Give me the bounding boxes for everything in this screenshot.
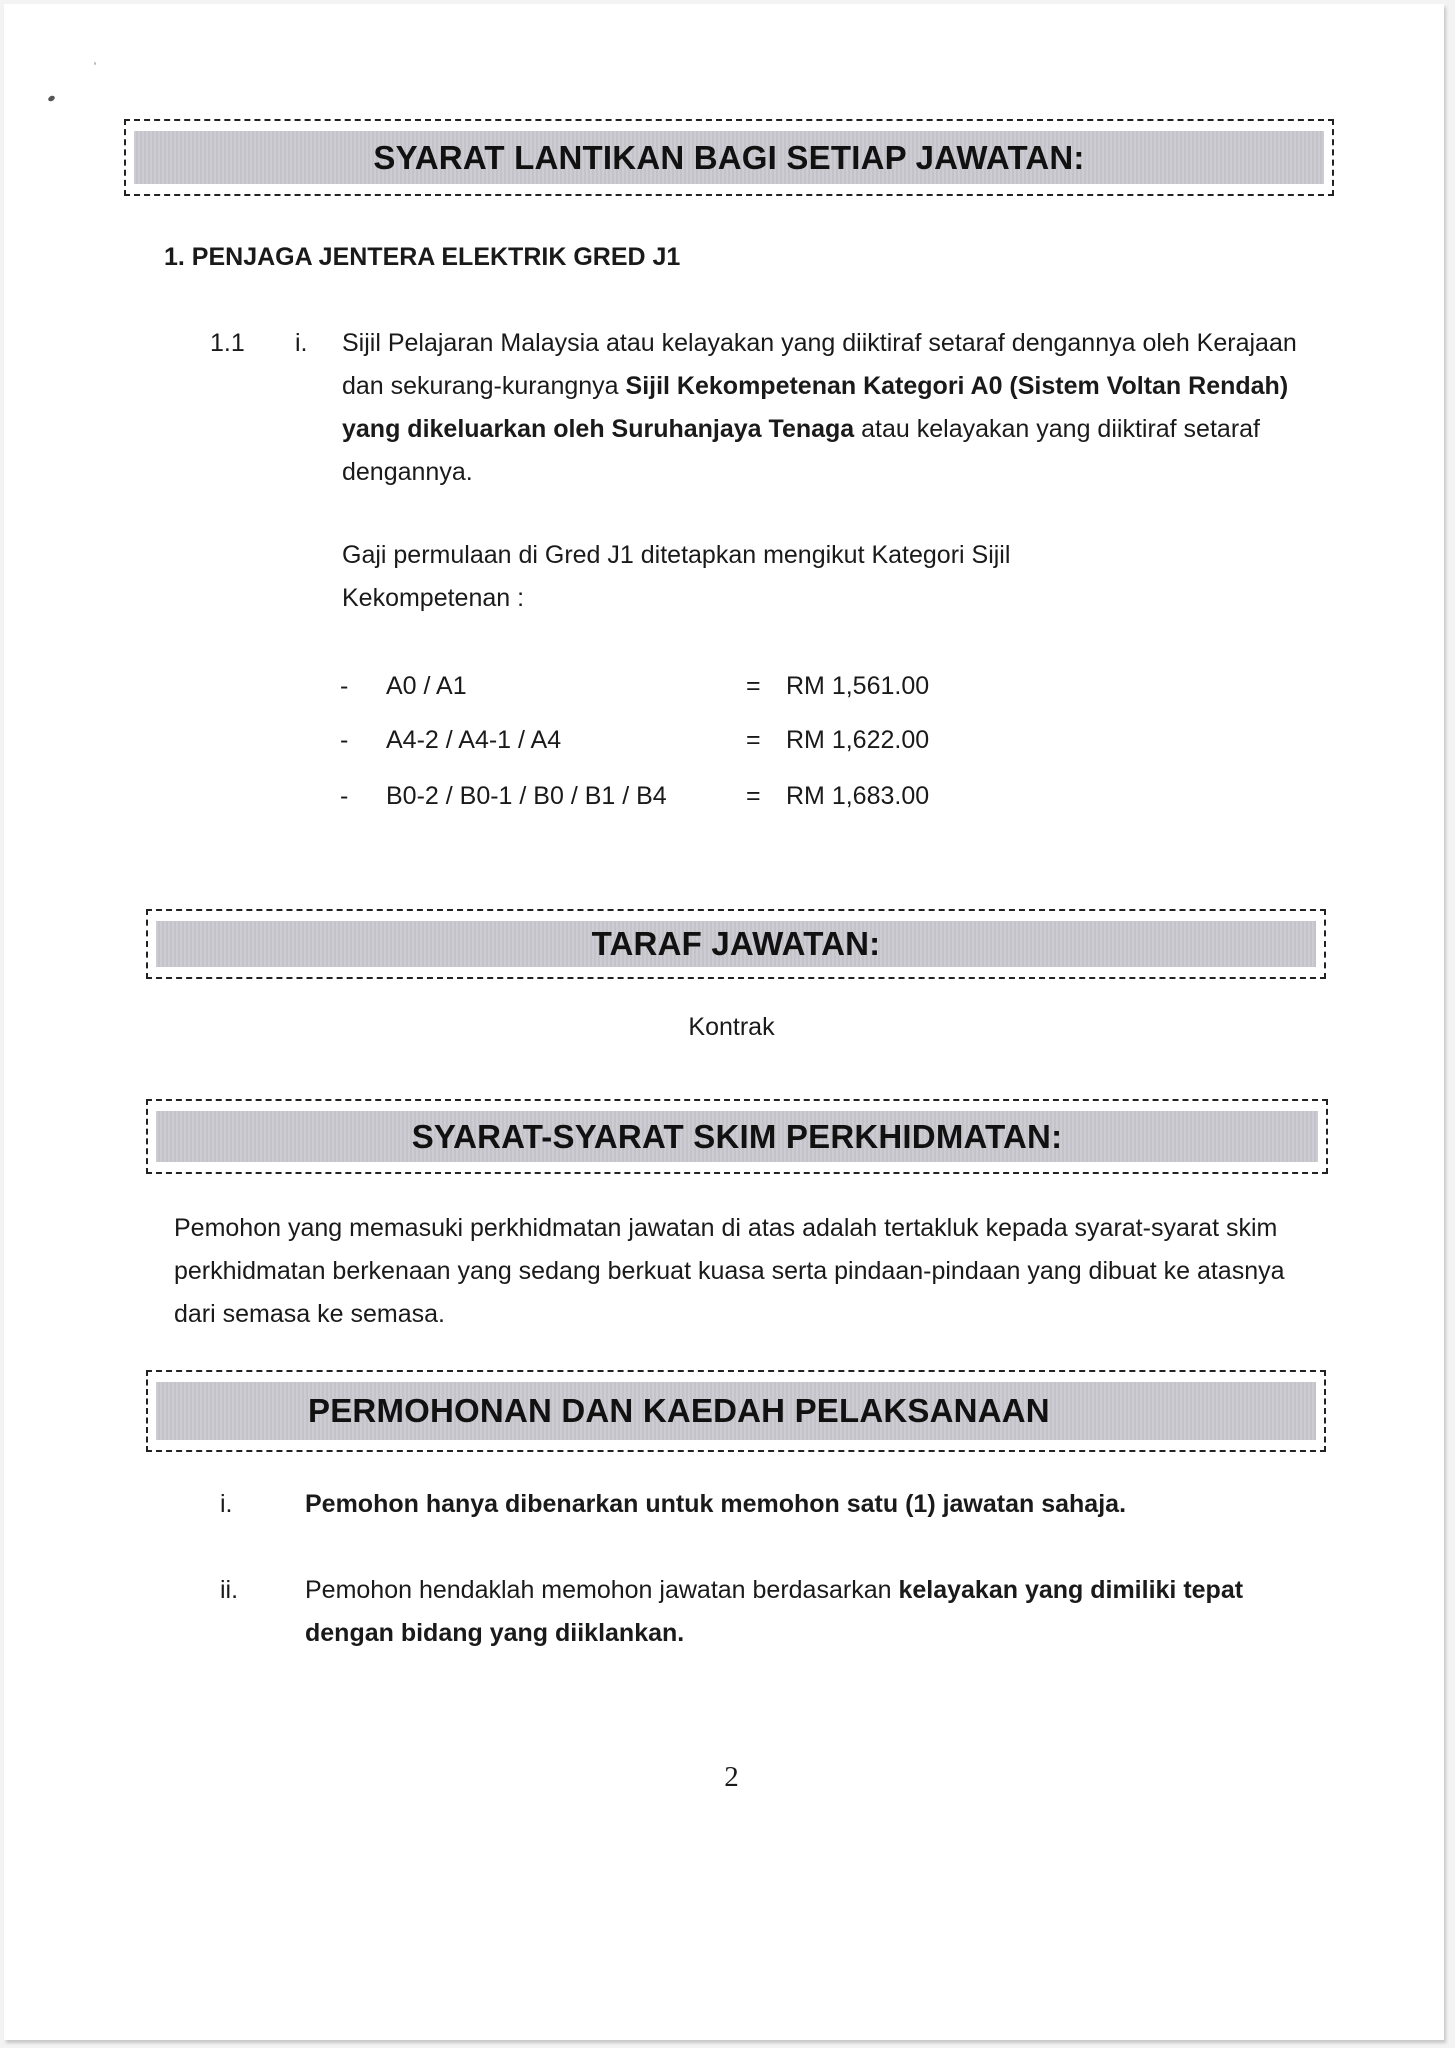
sub-number: 1.1 [210, 329, 245, 357]
banner-syarat-lantikan [124, 119, 1334, 196]
scan-speck [47, 95, 56, 103]
salary-category: A4-2 / A4-1 / A4 [386, 726, 562, 754]
document-page [4, 4, 1444, 2040]
page-number: 2 [724, 1761, 739, 1793]
banner-permohonan [146, 1370, 1326, 1452]
banner-title: TARAF JAWATAN: [591, 925, 881, 962]
qualification-paragraph: Sijil Pelajaran Malaysia atau kelayakan yang diiktiraf setaraf dengannya oleh Kerajaan dan sekurang-kurangnya Sijil Kekompetenan Kategori A0 (Sistem Voltan Rendah) yang dikeluarkan oleh Suruhanjaya Tenaga atau kelayakan yang diiktiraf setaraf dengannya. [342, 329, 1297, 486]
taraf-value: Kontrak [688, 1013, 775, 1041]
salary-intro: Gaji permulaan di Gred J1 ditetapkan mengikut Kategori Sijil Kekompetenan : [342, 541, 1011, 612]
list-item-number: ii. [220, 1576, 239, 1604]
salary-row: - B0-2 / B0-1 / B0 / B1 / B4 = RM 1,683.00 [340, 782, 929, 822]
banner-taraf-jawatan [146, 909, 1326, 979]
banner-syarat-skim [146, 1099, 1328, 1174]
salary-row: - A0 / A1 = RM 1,561.00 [340, 672, 929, 712]
salary-amount: RM 1,622.00 [786, 726, 930, 754]
roman-numeral: i. [295, 329, 308, 357]
banner-title: SYARAT-SYARAT SKIM PERKHIDMATAN: [411, 1117, 1063, 1155]
salary-category: B0-2 / B0-1 / B0 / B1 / B4 [386, 782, 667, 810]
list-item: Pemohon hanya dibenarkan untuk memohon satu (1) jawatan sahaja. [305, 1490, 1127, 1518]
list-item: Pemohon hendaklah memohon jawatan berdasarkan kelayakan yang dimiliki tepat dengan bidang yang diiklankan. [305, 1576, 1244, 1647]
position-heading: 1. PENJAGA JENTERA ELEKTRIK GRED J1 [164, 243, 681, 271]
salary-category: A0 / A1 [386, 672, 467, 700]
scan-speck [94, 62, 96, 65]
banner-title: SYARAT LANTIKAN BAGI SETIAP JAWATAN: [373, 138, 1085, 176]
salary-row: - A4-2 / A4-1 / A4 = RM 1,622.00 [340, 726, 929, 766]
banner-title: PERMOHONAN DAN KAEDAH PELAKSANAAN [308, 1392, 1050, 1429]
list-item-number: i. [220, 1490, 233, 1518]
skim-paragraph: Pemohon yang memasuki perkhidmatan jawatan di atas adalah tertakluk kepada syarat-syarat skim perkhidmatan berkenaan yang sedang berkuat kuasa serta pindaan-pindaan yang dibuat ke atasnya dari semasa ke semasa. [174, 1214, 1285, 1328]
salary-amount: RM 1,683.00 [786, 782, 930, 810]
salary-amount: RM 1,561.00 [786, 672, 930, 700]
